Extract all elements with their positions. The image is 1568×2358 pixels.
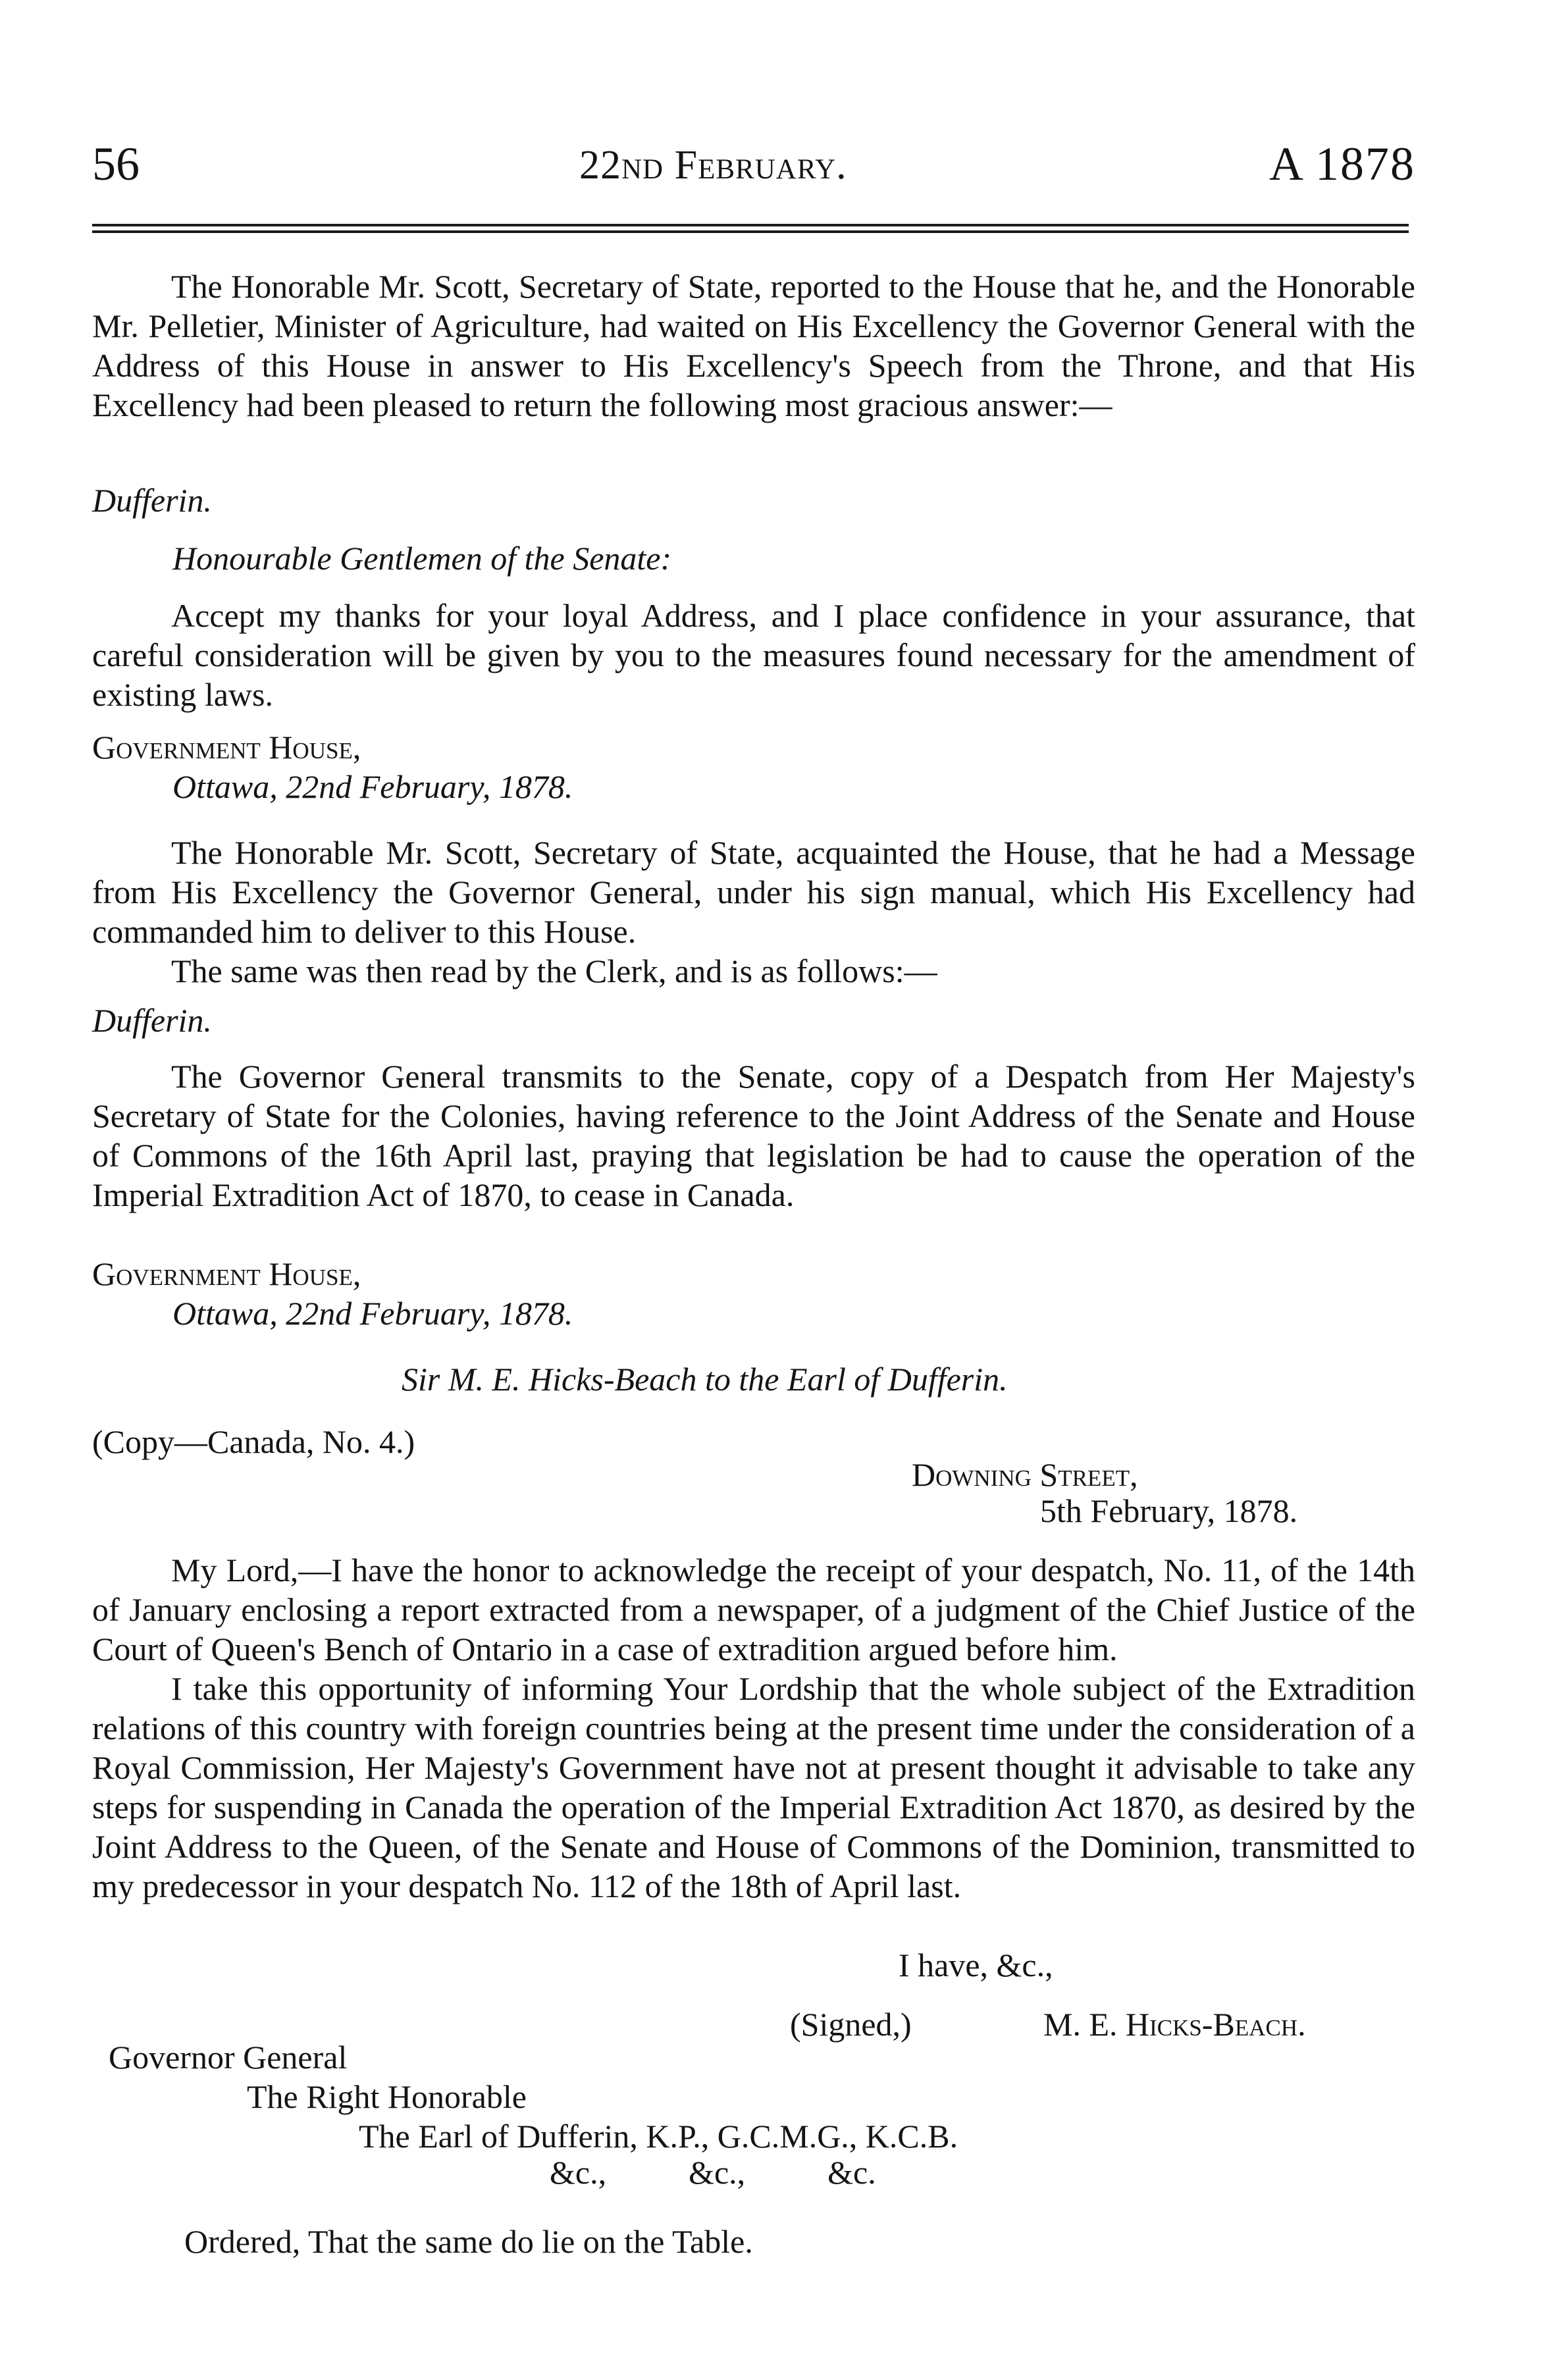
paragraph-text: My Lord,—I have the honor to acknowledge the receipt of your despatch, No. 11, of the 14th of January enclosing a report extracted from a newspaper, of a judgment of the Chief Justice of the Court of Queen's Bench of Ontario in a case of extradition argued before him. bbox=[92, 1552, 1415, 1667]
addressee-line-4: &c., &c., &c. bbox=[550, 2154, 876, 2191]
paragraph-text: The same was then read by the Clerk, and is as follows:— bbox=[171, 953, 937, 989]
page-number: 56 bbox=[92, 138, 140, 190]
letter-heading: Sir M. E. Hicks-Beach to the Earl of Dufferin. bbox=[402, 1361, 1008, 1398]
place-date-1: Ottawa, 22nd February, 1878. bbox=[172, 768, 573, 805]
copy-reference: (Copy—Canada, No. 4.) bbox=[92, 1423, 415, 1460]
signatory: M. E. Hicks-Beach. bbox=[1043, 2006, 1306, 2043]
paragraph-report bbox=[92, 267, 1415, 425]
header-rule-top bbox=[92, 224, 1409, 226]
paragraph-text: The Honorable Mr. Scott, Secretary of State, acquainted the House, that he had a Message from His Excellency the Governor General, under his sign manual, which His Excellency had commanded him to deliver to this House. bbox=[92, 834, 1415, 950]
place-date-2: Ottawa, 22nd February, 1878. bbox=[172, 1295, 573, 1332]
government-house-1: Government House, bbox=[92, 729, 361, 766]
page-header bbox=[92, 137, 1415, 196]
ordered-line: Ordered, That the same do lie on the Table. bbox=[184, 2223, 753, 2260]
addressee-line-2: The Right Honorable bbox=[247, 2078, 527, 2115]
paragraph-text: The Honorable Mr. Scott, Secretary of State, reported to the House that he, and the Honorable Mr. Pelletier, Minister of Agriculture, had waited on His Excellency the Governor General with the Address of this House in answer to His Excellency's Speech from the Throne, and that His Excellency had been pleased to return the following most gracious answer:— bbox=[92, 268, 1415, 423]
signed-label: (Signed,) bbox=[790, 2006, 912, 2043]
signature-dufferin-2: Dufferin. bbox=[92, 1002, 212, 1039]
paragraph-text: Accept my thanks for your loyal Address, and I place confidence in your assurance, that careful consideration will be given by you to the measures found necessary for the amendment of existing laws. bbox=[92, 597, 1415, 713]
signature-dufferin-1: Dufferin. bbox=[92, 482, 212, 519]
header-year: A 1878 bbox=[1268, 138, 1415, 190]
header-date: 22nd February. bbox=[579, 143, 847, 188]
paragraph-reply bbox=[92, 596, 1415, 714]
paragraph-text: I take this opportunity of informing Your Lordship that the whole subject of the Extradition relations of this country with foreign countries being at the present time under the consideration of a Royal Commission, Her Majesty's Government have not at present thought it advisable to take any steps for suspending in Canada the operation of the Imperial Extradition Act 1870, as desired by the Joint Address to the Queen, of the Senate and House of Commons of the Dominion, transmitted to my predecessor in your despatch No. 112 of the 18th of April last. bbox=[92, 1670, 1415, 1904]
addressee-line-3: The Earl of Dufferin, K.P., G.C.M.G., K.C.B. bbox=[359, 2118, 958, 2155]
paragraph-text: The Governor General transmits to the Senate, copy of a Despatch from Her Majesty's Secretary of State for the Colonies, having reference to the Joint Address of the Senate and House of Commons of the 16th April last, praying that legislation be had to cause the operation of the Imperial Extradition Act of 1870, to cease in Canada. bbox=[92, 1058, 1415, 1213]
header-rule-bottom bbox=[92, 230, 1409, 233]
downing-date: 5th February, 1878. bbox=[1040, 1492, 1298, 1529]
paragraph-message bbox=[92, 833, 1415, 991]
paragraph-transmittal bbox=[92, 1057, 1415, 1215]
addressee-line-1: Governor General bbox=[109, 2039, 348, 2076]
closing: I have, &c., bbox=[899, 1947, 1053, 1983]
government-house-2: Government House, bbox=[92, 1255, 361, 1292]
letter-body bbox=[92, 1550, 1415, 1906]
downing-street: Downing Street, bbox=[912, 1456, 1138, 1493]
salutation: Honourable Gentlemen of the Senate: bbox=[172, 540, 672, 577]
